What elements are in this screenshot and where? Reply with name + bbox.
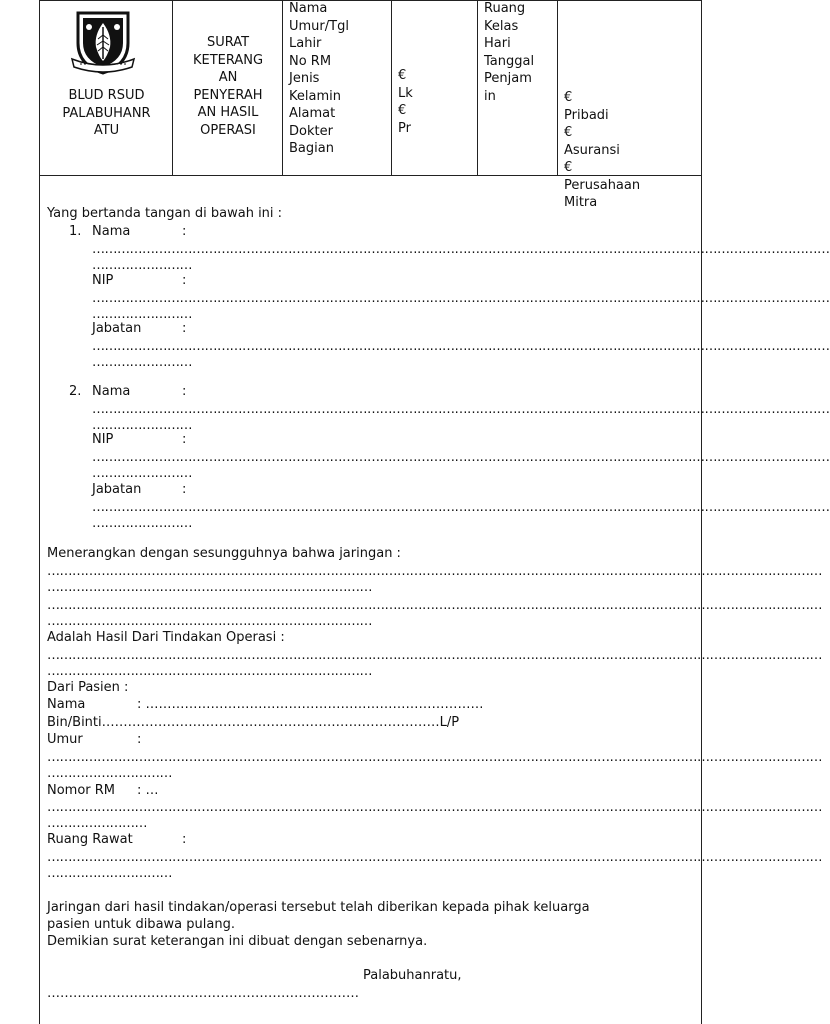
room-field-label: Ruang (484, 1, 526, 16)
checkbox-icon[interactable]: € (564, 160, 573, 175)
patient-fields-cell (283, 1, 392, 175)
title-cell (173, 1, 283, 175)
signer2-jabatan-field-cont[interactable]: …………………… (92, 516, 192, 531)
title-line: AN (218, 70, 238, 85)
institution-line: BLUD RSUD (68, 88, 145, 103)
signer1-nip-field[interactable]: …………………………………………………………………………………………………………………………………………………………… (92, 291, 830, 306)
patient-field-label: No RM (289, 53, 332, 69)
room-field-label: Hari (484, 36, 511, 51)
place-text: Palabuhanratu, (363, 968, 462, 983)
room-field-label: Kelas (484, 18, 519, 34)
institution-cell (40, 1, 173, 175)
signer2-jabatan-label: Jabatan (92, 482, 142, 497)
payer-option-asuransi[interactable] (564, 124, 640, 159)
operation-text: Adalah Hasil Dari Tindakan Operasi : (47, 630, 285, 645)
document-title (173, 34, 283, 139)
tissue-field-2-cont[interactable]: …………………………………………………………………… (47, 614, 372, 629)
signer1-nama-label: Nama (92, 224, 131, 239)
colon: : (182, 384, 187, 399)
list-number: 2. (69, 384, 82, 399)
document-page (39, 0, 830, 1024)
signer2-nip-field[interactable]: …………………………………………………………………………………………………………………………………………………………… (92, 450, 830, 465)
regency-emblem-icon (70, 9, 136, 77)
patient-field-label: Nama (289, 1, 328, 16)
patient-field-label: Umur/Tgl (289, 18, 349, 34)
checkbox-icon[interactable]: € (564, 90, 573, 105)
colon: : (182, 482, 187, 497)
title-line: KETERANG (192, 52, 264, 68)
signer1-jabatan-field-cont[interactable]: …………………… (92, 355, 192, 370)
patient-bin-field[interactable]: Bin/Binti……………………………………………………………………L/P (47, 715, 460, 730)
signer2-jabatan-field[interactable]: …………………………………………………………………………………………………………………………………………………………… (92, 500, 830, 515)
patient-rm-field-cont[interactable]: …………………… (47, 816, 147, 831)
institution-line: ATU (93, 123, 120, 138)
list-number: 1. (69, 224, 82, 239)
signer2-nama-field[interactable]: …………………………………………………………………………………………………………………………………………………………… (92, 402, 830, 417)
option-label: Lk (398, 85, 413, 101)
title-line: AN HASIL (197, 105, 259, 120)
patient-field-label: Jenis (289, 71, 320, 86)
payer-cell (558, 1, 701, 210)
tissue-field-2[interactable]: …………………………………………………………………………………………………………………………………………………………………… (47, 598, 822, 613)
checkbox-icon[interactable]: € (398, 68, 407, 83)
checkbox-icon[interactable]: € (564, 125, 573, 140)
patient-nama-field[interactable]: : …………………………………………………………………… (137, 697, 484, 712)
signer1-nip-label: NIP (92, 273, 114, 288)
statement-text: Menerangkan dengan sesungguhnya bahwa jaringan : (47, 546, 401, 561)
date-field[interactable]: ……………………………………………………………… (47, 986, 359, 1001)
colon: : (182, 832, 187, 847)
colon: : (137, 732, 142, 747)
option-label: Pribadi (564, 107, 609, 123)
signer1-jabatan-label: Jabatan (92, 321, 142, 336)
closing-text: Jaringan dari hasil tindakan/operasi tersebut telah diberikan kepada pihak keluarga (47, 900, 590, 915)
intro-text: Yang bertanda tangan di bawah ini : (47, 206, 283, 221)
gender-option-lk[interactable] (398, 67, 413, 102)
payer-option-perusahaan[interactable] (564, 159, 640, 194)
option-label: Pr (398, 120, 411, 136)
colon: : (182, 321, 187, 336)
patient-rm-label: Nomor RM (47, 783, 116, 798)
payer-option-pribadi[interactable] (564, 89, 640, 124)
patient-ruang-field[interactable]: …………………………………………………………………………………………………………………………………………………………………… (47, 850, 822, 865)
signer2-nama-label: Nama (92, 384, 131, 399)
room-fields-cell (478, 1, 558, 175)
patient-umur-field-cont[interactable]: ………………………… (47, 766, 172, 781)
patient-rm-field[interactable]: : … (137, 783, 159, 798)
patient-field-label: Bagian (289, 141, 334, 156)
checkbox-icon[interactable]: € (398, 103, 407, 118)
gender-cell (392, 1, 478, 175)
signer1-nip-field-cont[interactable]: …………………… (92, 307, 192, 322)
option-label: Asuransi (564, 142, 620, 158)
patient-field-label: Kelamin (289, 88, 341, 104)
patient-ruang-label: Ruang Rawat (47, 832, 133, 847)
from-patient-heading: Dari Pasien : (47, 680, 129, 695)
colon: : (182, 273, 187, 288)
patient-umur-label: Umur (47, 732, 83, 747)
signer2-nip-label: NIP (92, 432, 114, 447)
gender-option-pr[interactable] (398, 102, 413, 137)
institution-line: PALABUHANR (62, 105, 151, 121)
signer2-nip-field-cont[interactable]: …………………… (92, 466, 192, 481)
signer1-nama-field-cont[interactable]: …………………… (92, 258, 192, 273)
signer1-nama-field[interactable]: …………………………………………………………………………………………………………………………………………………………… (92, 242, 830, 257)
colon: : (182, 432, 187, 447)
option-label-continuation: Mitra (564, 195, 598, 210)
patient-nama-label: Nama (47, 697, 86, 712)
header-table (40, 0, 701, 210)
patient-field-label: Alamat (289, 106, 336, 121)
title-line: SURAT (206, 35, 250, 50)
colon: : (182, 224, 187, 239)
patient-rm-field-line[interactable]: …………………………………………………………………………………………………………………………………………………………………… (47, 800, 822, 815)
institution-name (40, 87, 173, 140)
signer2-nama-field-cont[interactable]: …………………… (92, 418, 192, 433)
room-field-label: Tanggal (484, 53, 535, 69)
signer1-jabatan-field[interactable]: …………………………………………………………………………………………………………………………………………………………… (92, 339, 830, 354)
title-line: OPERASI (200, 122, 256, 138)
operation-field[interactable]: …………………………………………………………………………………………………………………………………………………………………… (47, 648, 822, 663)
closing-text: pasien untuk dibawa pulang. (47, 917, 235, 932)
tissue-field-1[interactable]: …………………………………………………………………………………………………………………………………………………………………… (47, 564, 822, 579)
patient-field-label: Lahir (289, 36, 322, 51)
patient-field-label: Dokter (289, 123, 333, 139)
operation-field-cont[interactable]: …………………………………………………………………… (47, 664, 372, 679)
option-label: Perusahaan (564, 177, 641, 193)
tissue-field-1-cont[interactable]: …………………………………………………………………… (47, 580, 372, 595)
room-field-label: Penjam (484, 71, 532, 86)
title-line: PENYERAH (193, 87, 263, 103)
closing-text: Demikian surat keterangan ini dibuat dengan sebenarnya. (47, 934, 428, 949)
patient-umur-field[interactable]: …………………………………………………………………………………………………………………………………………………………………… (47, 750, 822, 765)
patient-ruang-field-cont[interactable]: ………………………… (47, 866, 172, 881)
room-field-label: in (484, 88, 496, 104)
